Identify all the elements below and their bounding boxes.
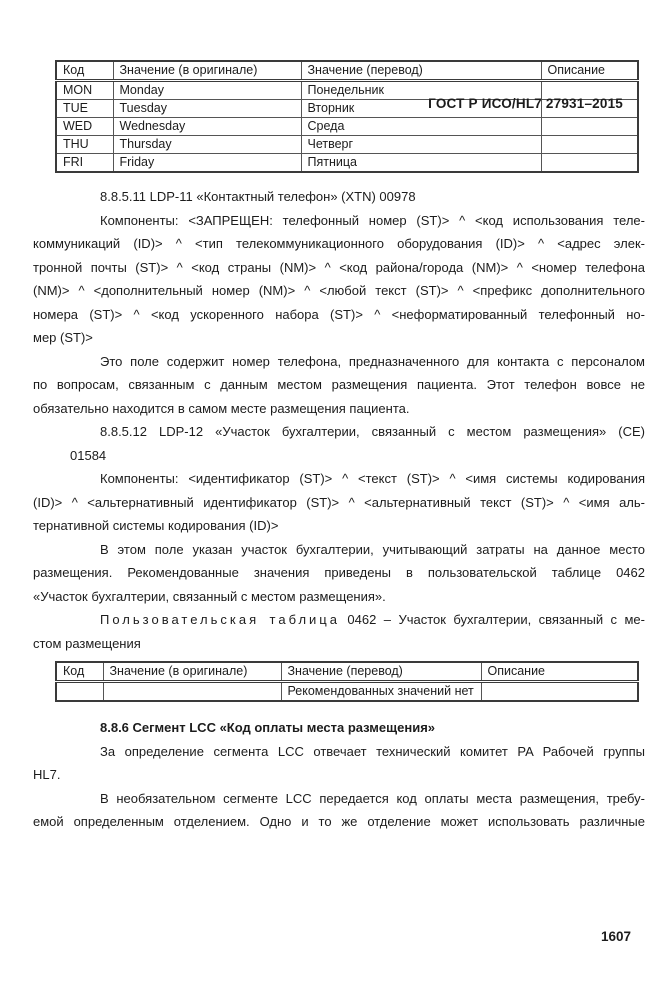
column-header: Код bbox=[56, 61, 113, 81]
text-segment: номера (ST)> ^ <код ускоренного набора (ST)> ^ <неформатированный телефонный но- bbox=[33, 306, 645, 322]
text-segment: В необязательном сегменте LCC передается код оплаты места размещения, требу- bbox=[100, 790, 645, 806]
table-cell: THU bbox=[56, 136, 113, 154]
table-row bbox=[56, 118, 638, 136]
table-cell: Tuesday bbox=[113, 100, 301, 118]
table-cell: Понедельник bbox=[301, 81, 541, 100]
text-line bbox=[33, 514, 645, 538]
table-cell bbox=[103, 682, 281, 702]
text-segment: Это поле содержит номер телефона, предназначенного для контакта с персоналом bbox=[100, 353, 645, 369]
text-line bbox=[33, 444, 645, 468]
page-number: 1607 bbox=[600, 929, 631, 944]
text-segment: обязательно находится в самом месте размещения пациента. bbox=[33, 400, 410, 416]
text-line bbox=[33, 303, 645, 327]
column-header: Описание bbox=[541, 61, 638, 81]
days-of-week-table bbox=[55, 60, 639, 173]
text-line bbox=[33, 397, 645, 421]
text-segment: размещения. Рекомендованные значения приведены в пользовательской таблице 0462 bbox=[33, 565, 645, 580]
text-line bbox=[33, 373, 645, 397]
text-line bbox=[33, 740, 645, 764]
text-line bbox=[33, 185, 645, 209]
text-line bbox=[33, 232, 645, 256]
table-header-row bbox=[56, 61, 638, 81]
column-header: Значение (в оригинале) bbox=[103, 662, 281, 682]
text-segment: «Участок бухгалтерии, связанный с местом размещения». bbox=[33, 588, 386, 604]
table-header-row bbox=[56, 662, 638, 682]
text-line bbox=[33, 256, 645, 280]
text-segment: В этом поле указан участок бухгалтерии, учитывающий затраты на данное место bbox=[100, 541, 645, 557]
text-line bbox=[33, 810, 645, 834]
table-cell bbox=[541, 154, 638, 173]
body-text-block-1 bbox=[33, 185, 645, 655]
table-cell: Thursday bbox=[113, 136, 301, 154]
user-table-0462 bbox=[55, 661, 639, 702]
text-line bbox=[33, 350, 645, 374]
table-cell: Рекомендованных значений нет bbox=[281, 682, 481, 702]
table-cell bbox=[481, 682, 638, 702]
text-line bbox=[33, 538, 645, 562]
table-cell: Среда bbox=[301, 118, 541, 136]
text-line bbox=[33, 787, 645, 811]
table-cell: WED bbox=[56, 118, 113, 136]
text-line bbox=[33, 763, 645, 787]
text-line bbox=[33, 608, 645, 632]
table-cell: FRI bbox=[56, 154, 113, 173]
text-segment: 8.8.6 Сегмент LCC «Код оплаты места размещения» bbox=[100, 720, 436, 735]
column-header: Значение (в оригинале) bbox=[113, 61, 301, 81]
table-cell bbox=[541, 136, 638, 154]
table-cell: Monday bbox=[113, 81, 301, 100]
table-cell bbox=[541, 118, 638, 136]
text-segment: Компоненты: <идентификатор (ST)> ^ <текст (ST)> ^ <имя системы кодирования bbox=[100, 471, 645, 486]
text-segment: 01584 bbox=[70, 447, 107, 463]
table-cell: Четверг bbox=[301, 136, 541, 154]
text-line bbox=[33, 279, 645, 303]
text-segment: (NM)> ^ <дополнительный номер (NM)> ^ <любой текст (ST)> ^ <префикс дополнительного bbox=[33, 283, 645, 298]
table-row bbox=[56, 682, 638, 702]
text-segment: тронной почты (ST)> ^ <код страны (NM)> ^ <код района/города (NM)> ^ <номер телефона bbox=[33, 259, 645, 275]
text-line bbox=[33, 420, 645, 444]
text-line bbox=[33, 561, 645, 585]
table-cell bbox=[56, 682, 103, 702]
text-line bbox=[33, 632, 645, 656]
text-line bbox=[33, 326, 645, 350]
table-row bbox=[56, 154, 638, 173]
text-line bbox=[33, 585, 645, 609]
document-header-standard-code: ГОСТ Р ИСО/HL7 27931–2015 bbox=[428, 96, 623, 111]
text-segment: коммуникаций (ID)> ^ <тип телекоммуникационного оборудования (ID)> ^ <адрес элек- bbox=[33, 236, 645, 251]
table-row bbox=[56, 136, 638, 154]
text-segment: по вопросам, связанным с данным местом размещения пациента. Этот телефон вовсе не bbox=[33, 377, 645, 392]
text-segment: 8.8.5.12 LDP-12 «Участок бухгалтерии, связанный с местом размещения» (CE) bbox=[100, 424, 645, 439]
text-line bbox=[33, 467, 645, 491]
text-segment: емой определенным отделением. Одно и то же отделение может использовать различные bbox=[33, 814, 645, 829]
section-heading bbox=[33, 716, 645, 740]
text-segment: тернативной системы кодирования (ID)> bbox=[33, 518, 279, 533]
column-header: Код bbox=[56, 662, 103, 682]
text-segment: HL7. bbox=[33, 767, 61, 782]
text-line bbox=[33, 209, 645, 233]
table-cell: Friday bbox=[113, 154, 301, 173]
text-segment: 0462 – Участок бухгалтерии, связанный с ме- bbox=[339, 612, 645, 627]
table-cell: Вторник bbox=[301, 100, 541, 118]
column-header: Описание bbox=[481, 662, 638, 682]
column-header: Значение (перевод) bbox=[281, 662, 481, 682]
text-segment: мер (ST)> bbox=[33, 330, 93, 345]
body-text-block-2 bbox=[33, 716, 645, 834]
text-segment: 8.8.5.11 LDP-11 «Контактный телефон» (XTN) 00978 bbox=[100, 189, 416, 204]
text-segment: Компоненты: <ЗАПРЕЩЕН: телефонный номер (ST)> ^ <код использования теле- bbox=[100, 212, 645, 228]
text-segment: Пользовательская таблица bbox=[100, 612, 340, 627]
table-cell: Wednesday bbox=[113, 118, 301, 136]
table-cell: MON bbox=[56, 81, 113, 100]
text-line bbox=[33, 491, 645, 515]
text-segment: За определение сегмента LCC отвечает технический комитет PA Рабочей группы bbox=[100, 743, 645, 759]
column-header: Значение (перевод) bbox=[301, 61, 541, 81]
text-segment: стом размещения bbox=[33, 635, 141, 651]
text-segment: (ID)> ^ <альтернативный идентификатор (ST)> ^ <альтернативный текст (ST)> ^ <имя аль- bbox=[33, 494, 645, 510]
table-cell: TUE bbox=[56, 100, 113, 118]
table-cell: Пятница bbox=[301, 154, 541, 173]
